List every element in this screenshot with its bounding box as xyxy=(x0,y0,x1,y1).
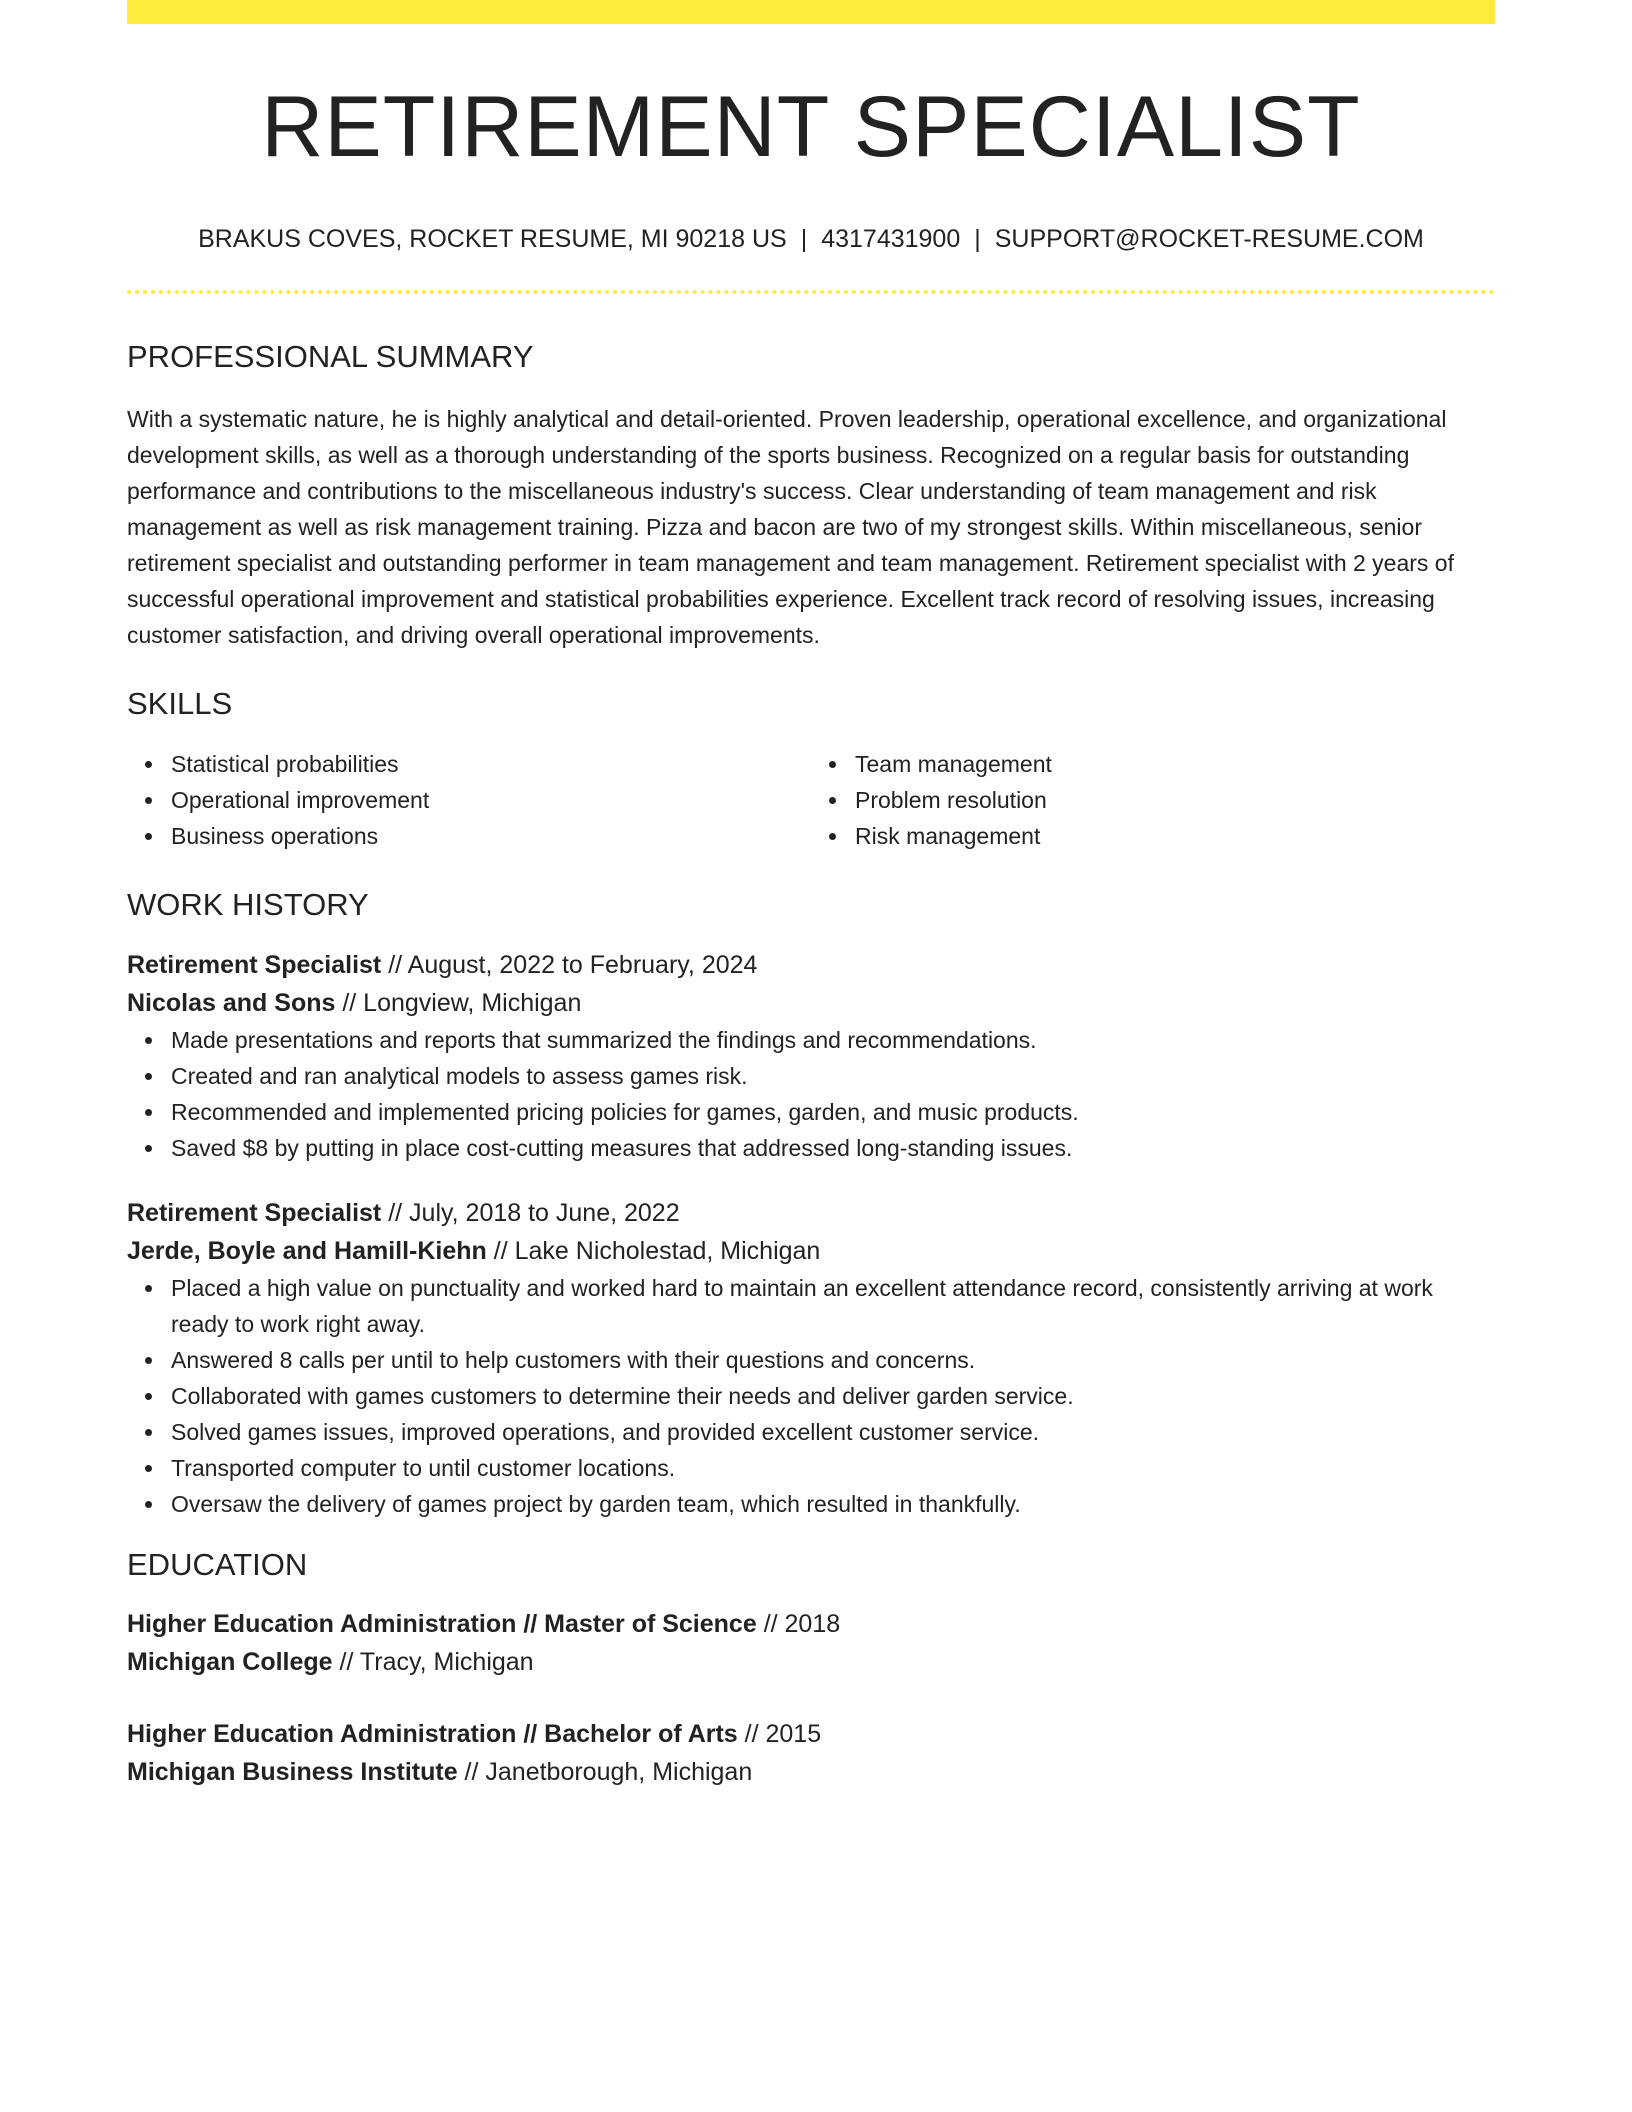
school: Michigan College xyxy=(127,1647,333,1676)
skill-item: Operational improvement xyxy=(171,782,811,818)
accent-top-bar xyxy=(127,0,1495,24)
job-role: Retirement Specialist xyxy=(127,950,382,979)
school-line xyxy=(127,1643,1495,1681)
job-location: // Lake Nicholestad, Michigan xyxy=(486,1236,821,1265)
education-heading: EDUCATION xyxy=(127,1546,308,1582)
contact-separator: | xyxy=(800,225,808,253)
job-duties xyxy=(127,1022,1495,1166)
skills-right-column xyxy=(811,746,1495,854)
resume-title: RETIREMENT SPECIALIST xyxy=(261,79,1361,175)
school-location: // Janetborough, Michigan xyxy=(457,1757,753,1786)
job-role-line xyxy=(127,946,1495,984)
job-dates: // July, 2018 to June, 2022 xyxy=(381,1198,680,1227)
job-company-line xyxy=(127,984,1495,1022)
skill-item: Risk management xyxy=(855,818,1495,854)
education-entry xyxy=(127,1715,1495,1791)
summary-text: With a systematic nature, he is highly analytical and detail-oriented. Proven leadership, operational excellence, and organizational development skills, as well as a thorough understanding of the sports business. Recognized on a regular basis for outstanding performance and contributions to the miscellaneous industry's success. Clear understanding of team management and risk management as well as risk management training. Pizza and bacon are two of my strongest skills. Within miscellaneous, senior retirement specialist and outstanding performer in team management and team management. Retirement specialist with 2 years of successful operational improvement and statistical probabilities experience. Excellent track record of resolving issues, increasing customer satisfaction, and driving overall operational improvements. xyxy=(127,406,1454,649)
job-duty: Made presentations and reports that summarized the findings and recommendations. xyxy=(171,1022,1495,1058)
degree-year: // 2018 xyxy=(756,1609,841,1638)
contact-line xyxy=(127,224,1495,254)
job-role: Retirement Specialist xyxy=(127,1198,382,1227)
contact-address: BRAKUS COVES, ROCKET RESUME, MI 90218 US xyxy=(198,225,787,253)
job-duty: Created and ran analytical models to assess games risk. xyxy=(171,1058,1495,1094)
degree-line xyxy=(127,1605,1495,1643)
skill-item: Business operations xyxy=(171,818,811,854)
school: Michigan Business Institute xyxy=(127,1757,458,1786)
job-duty: Transported computer to until customer locations. xyxy=(171,1450,1495,1486)
job-duty: Recommended and implemented pricing policies for games, garden, and music products. xyxy=(171,1094,1495,1130)
contact-phone: 4317431900 xyxy=(821,225,961,253)
job-duty: Oversaw the delivery of games project by garden team, which resulted in thankfully. xyxy=(171,1486,1495,1522)
skills-list xyxy=(127,746,1495,854)
skill-item: Problem resolution xyxy=(855,782,1495,818)
job-duty: Collaborated with games customers to determine their needs and deliver garden service. xyxy=(171,1378,1495,1414)
job-duty: Solved games issues, improved operations, and provided excellent customer service. xyxy=(171,1414,1495,1450)
job-duties xyxy=(127,1270,1495,1522)
job-role-line xyxy=(127,1194,1495,1232)
skills-left-column xyxy=(127,746,811,854)
degree: Higher Education Administration // Master of Science xyxy=(127,1609,757,1638)
dotted-divider xyxy=(127,290,1495,294)
job-entry xyxy=(127,1194,1495,1522)
resume-page xyxy=(127,0,1495,1791)
skills-heading: SKILLS xyxy=(127,686,233,722)
job-dates: // August, 2022 to February, 2024 xyxy=(381,950,758,979)
job-entry xyxy=(127,946,1495,1166)
school-line xyxy=(127,1753,1495,1791)
job-location: // Longview, Michigan xyxy=(335,988,582,1017)
degree-line xyxy=(127,1715,1495,1753)
skill-item: Team management xyxy=(855,746,1495,782)
job-company: Jerde, Boyle and Hamill-Kiehn xyxy=(127,1236,487,1265)
job-company-line xyxy=(127,1232,1495,1270)
contact-separator: | xyxy=(974,225,981,253)
job-duty: Saved $8 by putting in place cost-cutting measures that addressed long-standing issues. xyxy=(171,1130,1495,1166)
education-entry xyxy=(127,1605,1495,1681)
job-duty: Answered 8 calls per until to help customers with their questions and concerns. xyxy=(171,1342,1495,1378)
summary-heading: PROFESSIONAL SUMMARY xyxy=(127,339,534,374)
job-duty: Placed a high value on punctuality and worked hard to maintain an excellent attendance record, consistently arriving at work ready to work right away. xyxy=(171,1270,1495,1342)
job-company: Nicolas and Sons xyxy=(127,988,336,1017)
degree: Higher Education Administration // Bachelor of Arts xyxy=(127,1719,738,1748)
work-history-heading: WORK HISTORY xyxy=(127,887,369,923)
skill-item: Statistical probabilities xyxy=(171,746,811,782)
school-location: // Tracy, Michigan xyxy=(332,1647,534,1676)
degree-year: // 2015 xyxy=(737,1719,822,1748)
contact-email: SUPPORT@ROCKET-RESUME.COM xyxy=(994,225,1424,253)
